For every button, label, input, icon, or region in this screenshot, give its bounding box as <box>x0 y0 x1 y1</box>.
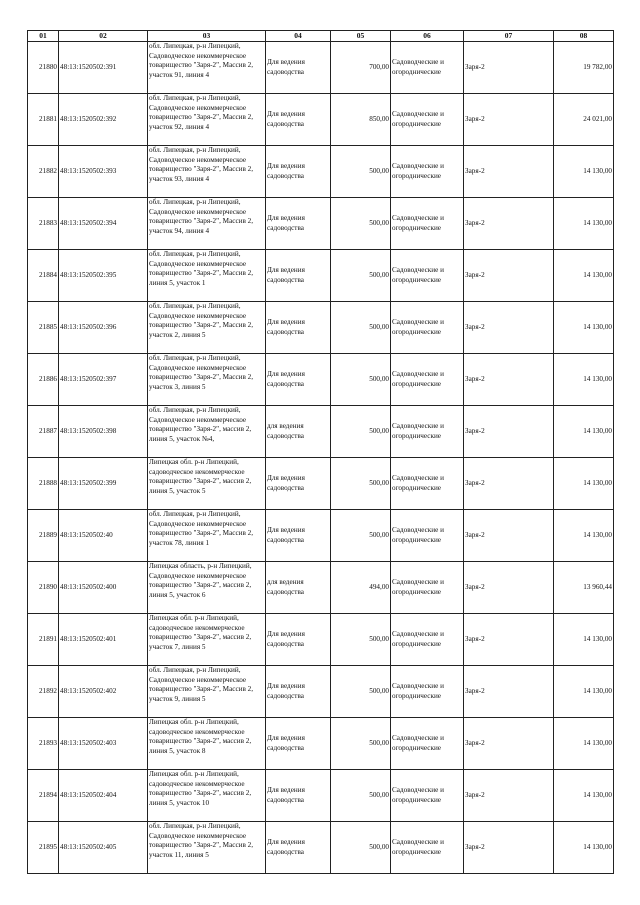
settlement-name-cell: Заря-2 <box>464 718 554 770</box>
area-cell: 500,00 <box>331 510 391 562</box>
table-row <box>28 42 614 94</box>
settlement-name-cell: Заря-2 <box>464 562 554 614</box>
row-number-cell: 21882 <box>28 146 59 198</box>
table-row <box>28 302 614 354</box>
address-cell <box>148 562 266 614</box>
permitted-use-cell: для ведения садоводства <box>266 562 331 614</box>
cadastral-value-cell: 14 130,00 <box>554 250 614 302</box>
address-text: Липецкая обл. р-н Липецкий, садоводческое некоммерческое товарищество "Заря-2", массив 2, линия 5, участок 10 <box>149 770 252 807</box>
address-text: обл. Липецкая, р-н Липецкий, Садоводческое некоммерческое товарищество "Заря-2", Массив 2, участок 2, линия 5 <box>149 302 254 339</box>
address-text: Липецкая обл. р-н Липецкий, садоводческое некоммерческое товарищество "Заря-2", массив 2, участок 7, линия 5 <box>149 614 252 651</box>
address-cell <box>148 458 266 510</box>
address-text: обл. Липецкая, р-н Липецкий, Садоводческое некоммерческое товарищество "Заря-2", Массив 2, участок 94, линия 4 <box>149 198 254 235</box>
cadastral-value-cell: 19 782,00 <box>554 42 614 94</box>
cadastral-value-cell: 14 130,00 <box>554 770 614 822</box>
table-row <box>28 198 614 250</box>
cadastral-number-cell: 48:13:1520502:404 <box>59 770 148 822</box>
cadastral-number-cell: 48:13:1520502:403 <box>59 718 148 770</box>
cadastral-value-cell: 14 130,00 <box>554 146 614 198</box>
table-row <box>28 406 614 458</box>
permitted-use-cell: Для ведения садоводства <box>266 198 331 250</box>
column-header-04: 04 <box>266 31 331 42</box>
column-header-01: 01 <box>28 31 59 42</box>
land-category-cell: Садоводческие и огороднические <box>391 614 464 666</box>
area-cell: 500,00 <box>331 458 391 510</box>
land-category-cell: Садоводческие и огороднические <box>391 146 464 198</box>
address-cell <box>148 250 266 302</box>
cadastral-number-cell: 48:13:1520502:401 <box>59 614 148 666</box>
land-category-cell: Садоводческие и огороднические <box>391 406 464 458</box>
area-cell: 500,00 <box>331 718 391 770</box>
address-text: обл. Липецкая, р-н Липецкий, Садоводческое некоммерческое товарищество "Заря-2", Массив 2, участок 78, линия 1 <box>149 510 254 547</box>
cadastral-value-cell: 14 130,00 <box>554 666 614 718</box>
land-category-cell: Садоводческие и огороднические <box>391 666 464 718</box>
column-header-08: 08 <box>554 31 614 42</box>
cadastral-value-cell: 14 130,00 <box>554 614 614 666</box>
settlement-name-cell: Заря-2 <box>464 458 554 510</box>
permitted-use-cell: Для ведения садоводства <box>266 354 331 406</box>
cadastral-value-cell: 14 130,00 <box>554 822 614 874</box>
row-number-cell: 21885 <box>28 302 59 354</box>
permitted-use-cell: Для ведения садоводства <box>266 718 331 770</box>
settlement-name-cell: Заря-2 <box>464 42 554 94</box>
permitted-use-cell: Для ведения садоводства <box>266 614 331 666</box>
cadastral-value-cell: 24 021,00 <box>554 94 614 146</box>
cadastral-number-cell: 48:13:1520502:400 <box>59 562 148 614</box>
area-cell: 500,00 <box>331 406 391 458</box>
cadastral-number-cell: 48:13:1520502:398 <box>59 406 148 458</box>
column-header-05: 05 <box>331 31 391 42</box>
row-number-cell: 21889 <box>28 510 59 562</box>
cadastral-number-cell: 48:13:1520502:397 <box>59 354 148 406</box>
land-category-cell: Садоводческие и огороднические <box>391 354 464 406</box>
permitted-use-cell: Для ведения садоводства <box>266 146 331 198</box>
cadastral-number-cell: 48:13:1520502:402 <box>59 666 148 718</box>
settlement-name-cell: Заря-2 <box>464 770 554 822</box>
row-number-cell: 21887 <box>28 406 59 458</box>
cadastral-number-cell: 48:13:1520502:40 <box>59 510 148 562</box>
land-category-cell: Садоводческие и огороднические <box>391 250 464 302</box>
table-row <box>28 94 614 146</box>
address-cell <box>148 666 266 718</box>
permitted-use-cell: Для ведения садоводства <box>266 302 331 354</box>
area-cell: 500,00 <box>331 250 391 302</box>
address-text: обл. Липецкая, р-н Липецкий, Садоводческое некоммерческое товарищество "Заря-2", Массив 2, участок 3, линия 5 <box>149 354 254 391</box>
table-row <box>28 614 614 666</box>
table-row <box>28 458 614 510</box>
permitted-use-cell: Для ведения садоводства <box>266 510 331 562</box>
cadastral-value-cell: 13 960,44 <box>554 562 614 614</box>
row-number-cell: 21894 <box>28 770 59 822</box>
address-cell <box>148 406 266 458</box>
table-row <box>28 770 614 822</box>
address-text: обл. Липецкая, р-н Липецкий, Садоводческое некоммерческое товарищество "Заря-2", Массив 2, участок 9, линия 5 <box>149 666 254 703</box>
row-number-cell: 21888 <box>28 458 59 510</box>
address-cell <box>148 510 266 562</box>
row-number-cell: 21883 <box>28 198 59 250</box>
permitted-use-cell: Для ведения садоводства <box>266 666 331 718</box>
settlement-name-cell: Заря-2 <box>464 666 554 718</box>
area-cell: 500,00 <box>331 614 391 666</box>
address-text: обл. Липецкая, р-н Липецкий, Садоводческое некоммерческое товарищество "Заря-2", Массив 2, участок 11, линия 5 <box>149 822 254 859</box>
address-text: обл. Липецкая, р-н Липецкий, Садоводческое некоммерческое товарищество "Заря-2", Массив 2, участок 92, линия 4 <box>149 94 254 131</box>
permitted-use-cell: Для ведения садоводства <box>266 94 331 146</box>
row-number-cell: 21892 <box>28 666 59 718</box>
table-row <box>28 822 614 874</box>
cadastral-number-cell: 48:13:1520502:392 <box>59 94 148 146</box>
table-row <box>28 666 614 718</box>
table-row <box>28 562 614 614</box>
land-category-cell: Садоводческие и огороднические <box>391 42 464 94</box>
address-cell <box>148 42 266 94</box>
address-cell <box>148 354 266 406</box>
address-cell <box>148 718 266 770</box>
settlement-name-cell: Заря-2 <box>464 510 554 562</box>
cadastral-number-cell: 48:13:1520502:399 <box>59 458 148 510</box>
settlement-name-cell: Заря-2 <box>464 250 554 302</box>
address-cell <box>148 614 266 666</box>
address-cell <box>148 822 266 874</box>
permitted-use-cell: Для ведения садоводства <box>266 770 331 822</box>
cadastral-number-cell: 48:13:1520502:405 <box>59 822 148 874</box>
settlement-name-cell: Заря-2 <box>464 822 554 874</box>
row-number-cell: 21895 <box>28 822 59 874</box>
table-row <box>28 718 614 770</box>
permitted-use-cell: для ведения садоводства <box>266 406 331 458</box>
settlement-name-cell: Заря-2 <box>464 302 554 354</box>
land-category-cell: Садоводческие и огороднические <box>391 822 464 874</box>
land-category-cell: Садоводческие и огороднические <box>391 562 464 614</box>
address-text: обл. Липецкая, р-н Липецкий, Садоводческое некоммерческое товарищество "Заря-2", Массив 2, участок 91, линия 4 <box>149 42 254 79</box>
permitted-use-cell: Для ведения садоводства <box>266 250 331 302</box>
permitted-use-cell: Для ведения садоводства <box>266 42 331 94</box>
settlement-name-cell: Заря-2 <box>464 94 554 146</box>
row-number-cell: 21891 <box>28 614 59 666</box>
area-cell: 500,00 <box>331 146 391 198</box>
permitted-use-cell: Для ведения садоводства <box>266 458 331 510</box>
cadastral-value-cell: 14 130,00 <box>554 718 614 770</box>
cadastral-number-cell: 48:13:1520502:393 <box>59 146 148 198</box>
row-number-cell: 21880 <box>28 42 59 94</box>
cadastral-value-cell: 14 130,00 <box>554 406 614 458</box>
address-text: Липецкая обл. р-н Липецкий, садоводческое некоммерческое товарищество "Заря-2", массив 2, линия 5, участок 8 <box>149 718 252 755</box>
row-number-cell: 21886 <box>28 354 59 406</box>
settlement-name-cell: Заря-2 <box>464 146 554 198</box>
address-cell <box>148 198 266 250</box>
area-cell: 500,00 <box>331 666 391 718</box>
land-category-cell: Садоводческие и огороднические <box>391 198 464 250</box>
address-text: обл. Липецкая, р-н Липецкий, Садоводческое некоммерческое товарищество "Заря-2", Массив 2, участок 93, линия 4 <box>149 146 254 183</box>
area-cell: 500,00 <box>331 198 391 250</box>
land-category-cell: Садоводческие и огороднические <box>391 94 464 146</box>
address-cell <box>148 770 266 822</box>
cadastral-value-cell: 14 130,00 <box>554 302 614 354</box>
area-cell: 850,00 <box>331 94 391 146</box>
address-cell <box>148 94 266 146</box>
settlement-name-cell: Заря-2 <box>464 614 554 666</box>
column-header-06: 06 <box>391 31 464 42</box>
row-number-cell: 21890 <box>28 562 59 614</box>
column-header-03: 03 <box>148 31 266 42</box>
area-cell: 500,00 <box>331 354 391 406</box>
address-text: обл. Липецкая, р-н Липецкий, Садоводческое некоммерческое товарищество "Заря-2", массив 2, линия 5, участок №4, <box>149 406 252 443</box>
area-cell: 500,00 <box>331 770 391 822</box>
cadastral-value-cell: 14 130,00 <box>554 354 614 406</box>
area-cell: 700,00 <box>331 42 391 94</box>
column-header-07: 07 <box>464 31 554 42</box>
cadastral-number-cell: 48:13:1520502:395 <box>59 250 148 302</box>
area-cell: 494,00 <box>331 562 391 614</box>
settlement-name-cell: Заря-2 <box>464 198 554 250</box>
land-category-cell: Садоводческие и огороднические <box>391 718 464 770</box>
column-header-02: 02 <box>59 31 148 42</box>
row-number-cell: 21884 <box>28 250 59 302</box>
cadastral-value-cell: 14 130,00 <box>554 510 614 562</box>
land-category-cell: Садоводческие и огороднические <box>391 458 464 510</box>
land-category-cell: Садоводческие и огороднические <box>391 770 464 822</box>
cadastral-value-cell: 14 130,00 <box>554 198 614 250</box>
area-cell: 500,00 <box>331 302 391 354</box>
land-category-cell: Садоводческие и огороднические <box>391 510 464 562</box>
address-text: Липецкая область, р-н Липецкий, Садоводческое некоммерческое товарищество "Заря-2", массив 2, линия 5, участок 6 <box>149 562 252 599</box>
table-row <box>28 146 614 198</box>
row-number-cell: 21881 <box>28 94 59 146</box>
cadastral-number-cell: 48:13:1520502:391 <box>59 42 148 94</box>
cadastral-number-cell: 48:13:1520502:396 <box>59 302 148 354</box>
settlement-name-cell: Заря-2 <box>464 354 554 406</box>
area-cell: 500,00 <box>331 822 391 874</box>
table-row <box>28 510 614 562</box>
address-text: обл. Липецкая, р-н Липецкий, Садоводческое некоммерческое товарищество "Заря-2", Массив 2, линия 5, участок 1 <box>149 250 254 287</box>
cadastral-value-cell: 14 130,00 <box>554 458 614 510</box>
land-category-cell: Садоводческие и огороднические <box>391 302 464 354</box>
row-number-cell: 21893 <box>28 718 59 770</box>
permitted-use-cell: Для ведения садоводства <box>266 822 331 874</box>
table-row <box>28 250 614 302</box>
address-text: Липецкая обл. р-н Липецкий, садоводческое некоммерческое товарищество "Заря-2", массив 2, линия 5, участок 5 <box>149 458 252 495</box>
cadastral-number-cell: 48:13:1520502:394 <box>59 198 148 250</box>
address-cell <box>148 146 266 198</box>
settlement-name-cell: Заря-2 <box>464 406 554 458</box>
address-cell <box>148 302 266 354</box>
table-row <box>28 354 614 406</box>
land-plots-table <box>27 30 614 874</box>
header-row <box>28 31 614 42</box>
